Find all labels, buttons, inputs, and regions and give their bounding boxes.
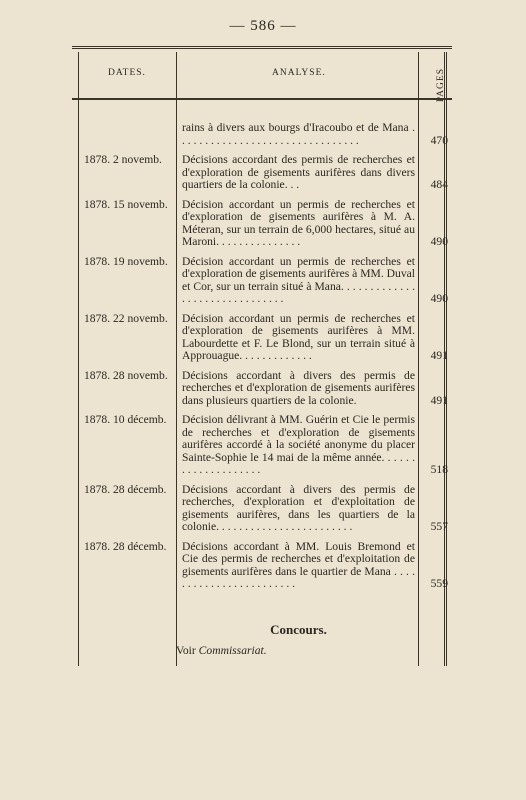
entry-date: 1878. 15 novemb. (84, 197, 168, 211)
entry-page: 559 (430, 577, 448, 590)
entry-date: 1878. 28 décemb. (84, 482, 167, 496)
section-title: Concours. (270, 622, 327, 637)
entry-text: Décisions accordant des permis de recherches et d'exploration de gisements aurifères dans divers quartiers de la colonie. . . (182, 153, 415, 191)
entry-text: rains à divers aux bourgs d'Iracoubo et de Mana . . . . . . . . . . . . . . . . . . . . . . . . . . . . . . . . (182, 121, 415, 147)
entry-date: 1878. 2 novemb. (84, 153, 162, 166)
table-row (72, 414, 452, 477)
entry-page: 484 (430, 178, 448, 191)
entry-date: 1878. 28 décemb. (84, 539, 167, 553)
table-row (72, 199, 452, 249)
entry-text: Décision accordant un permis de recherches et d'exploration de gisements aurifères à M. A. Méteran, sur un terrain de 6,000 hectares, situé au Maroni. . . . . . . . . . . . . . . (182, 197, 415, 248)
table-row (72, 122, 452, 147)
entry-date: 1878. 28 novemb. (84, 368, 168, 382)
analyse-header: ANALYSE. (272, 68, 326, 78)
header-rule (72, 98, 452, 100)
entry-text: Décisions accordant à divers des permis de recherches, d'exploration et d'exploitation de gisements aurifères, dans les quartiers de la colonie. . . . . . . . . . . . . . . . . . . . . . . . (182, 482, 415, 533)
table-row (72, 541, 452, 591)
entry-text: Décision accordant un permis de recherches et d'exploration de gisements aurifères à MM. Labourdette et F. Le Blond, sur un terrain situé à Approuague. . . . . . . . . . . . . (182, 311, 415, 362)
top-rule (72, 46, 452, 49)
entry-page: 470 (430, 133, 448, 147)
dates-header: DATES. (108, 68, 146, 78)
entry-text: Décisions accordant à MM. Louis Bremond et Cie des permis de recherches et d'exploitation de gisements aurifères dans le quartier de Mana . . . . . . . . . . . . . . . . . . . . . . . . (182, 539, 415, 590)
table-row (72, 313, 452, 363)
see-also-prefix: Voir (176, 644, 196, 657)
entry-page: 490 (430, 292, 448, 305)
table-row (72, 154, 452, 192)
entry-page: 518 (430, 463, 448, 476)
entry-date: 1878. 22 novemb. (84, 311, 168, 325)
entry-text: Décisions accordant à divers des permis de recherches et d'exploration de gisements aurifères dans plusieurs quartiers de la colonie. (182, 368, 415, 407)
table-row (72, 256, 452, 306)
table-row (72, 370, 452, 408)
entry-list (72, 122, 452, 598)
entry-page: 557 (430, 520, 448, 533)
entry-date: 1878. 19 novemb. (84, 254, 168, 268)
entry-page: 491 (430, 349, 448, 362)
page-number: — 586 — (229, 18, 297, 34)
table-row (72, 484, 452, 534)
entry-text: Décision délivrant à MM. Guérin et Cie le permis de recherches et d'exploration de gisements aurifères accordé à la société anonyme du placer Sainte-Sophie le 14 mai de la même année. . . . . . . . . . . . . . . . . . . . (182, 413, 415, 476)
pages-header: PAGES (436, 68, 446, 103)
see-also-target: Commissariat. (198, 644, 267, 657)
see-also-note (176, 644, 267, 657)
table-frame (72, 46, 452, 666)
table-header (72, 52, 452, 103)
entry-page: 491 (430, 393, 448, 407)
entry-date: 1878. 10 décemb. (84, 413, 167, 426)
entry-page: 490 (430, 235, 448, 248)
entry-text: Décision accordant un permis de recherches et d'exploration de gisements aurifères à MM. Duval et Cor, sur un terrain situé à Mana. . . . . . . . . . . . . . . . . . . . . . . . . . . . . . . (182, 254, 415, 305)
